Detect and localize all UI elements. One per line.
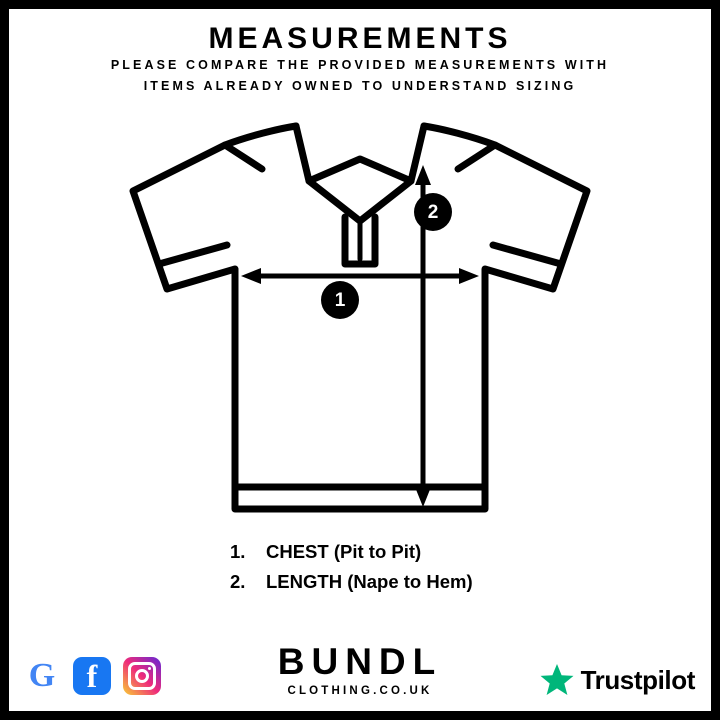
brand-website: CLOTHING.CO.UK <box>287 685 433 697</box>
google-icon[interactable]: G <box>23 657 61 695</box>
page-title: MEASUREMENTS <box>208 22 512 55</box>
chest-measure-arrow <box>241 268 479 284</box>
legend-number-2: 2. <box>230 571 246 592</box>
poster-content <box>9 9 711 711</box>
measurement-badge-2: 2 <box>414 193 452 231</box>
legend-detail-chest: (Pit to Pit) <box>333 541 422 562</box>
subtitle-line-1: PLEASE COMPARE THE PROVIDED MEASUREMENTS WITH <box>110 58 610 72</box>
legend-label-length <box>266 571 473 593</box>
garment-diagram <box>9 109 711 529</box>
page-subtitle <box>59 55 661 97</box>
facebook-icon[interactable]: f <box>73 657 111 695</box>
legend-name-length: LENGTH <box>266 571 343 592</box>
polo-shirt-illustration <box>9 109 711 529</box>
legend-number-1: 1. <box>230 541 246 562</box>
star-icon <box>540 663 574 697</box>
trustpilot-label: Trustpilot <box>580 664 695 695</box>
subtitle-line-2: ITEMS ALREADY OWNED TO UNDERSTAND SIZING <box>143 79 577 93</box>
trustpilot-badge[interactable] <box>540 663 695 697</box>
legend-item-length <box>230 571 473 593</box>
measurement-badge-1: 1 <box>321 281 359 319</box>
legend-detail-length: (Nape to Hem) <box>347 571 473 592</box>
measurement-legend <box>230 541 473 601</box>
brand-name: BUNDL <box>277 641 443 682</box>
legend-item-chest <box>230 541 473 563</box>
legend-name-chest: CHEST <box>266 541 329 562</box>
legend-label-chest <box>266 541 421 563</box>
